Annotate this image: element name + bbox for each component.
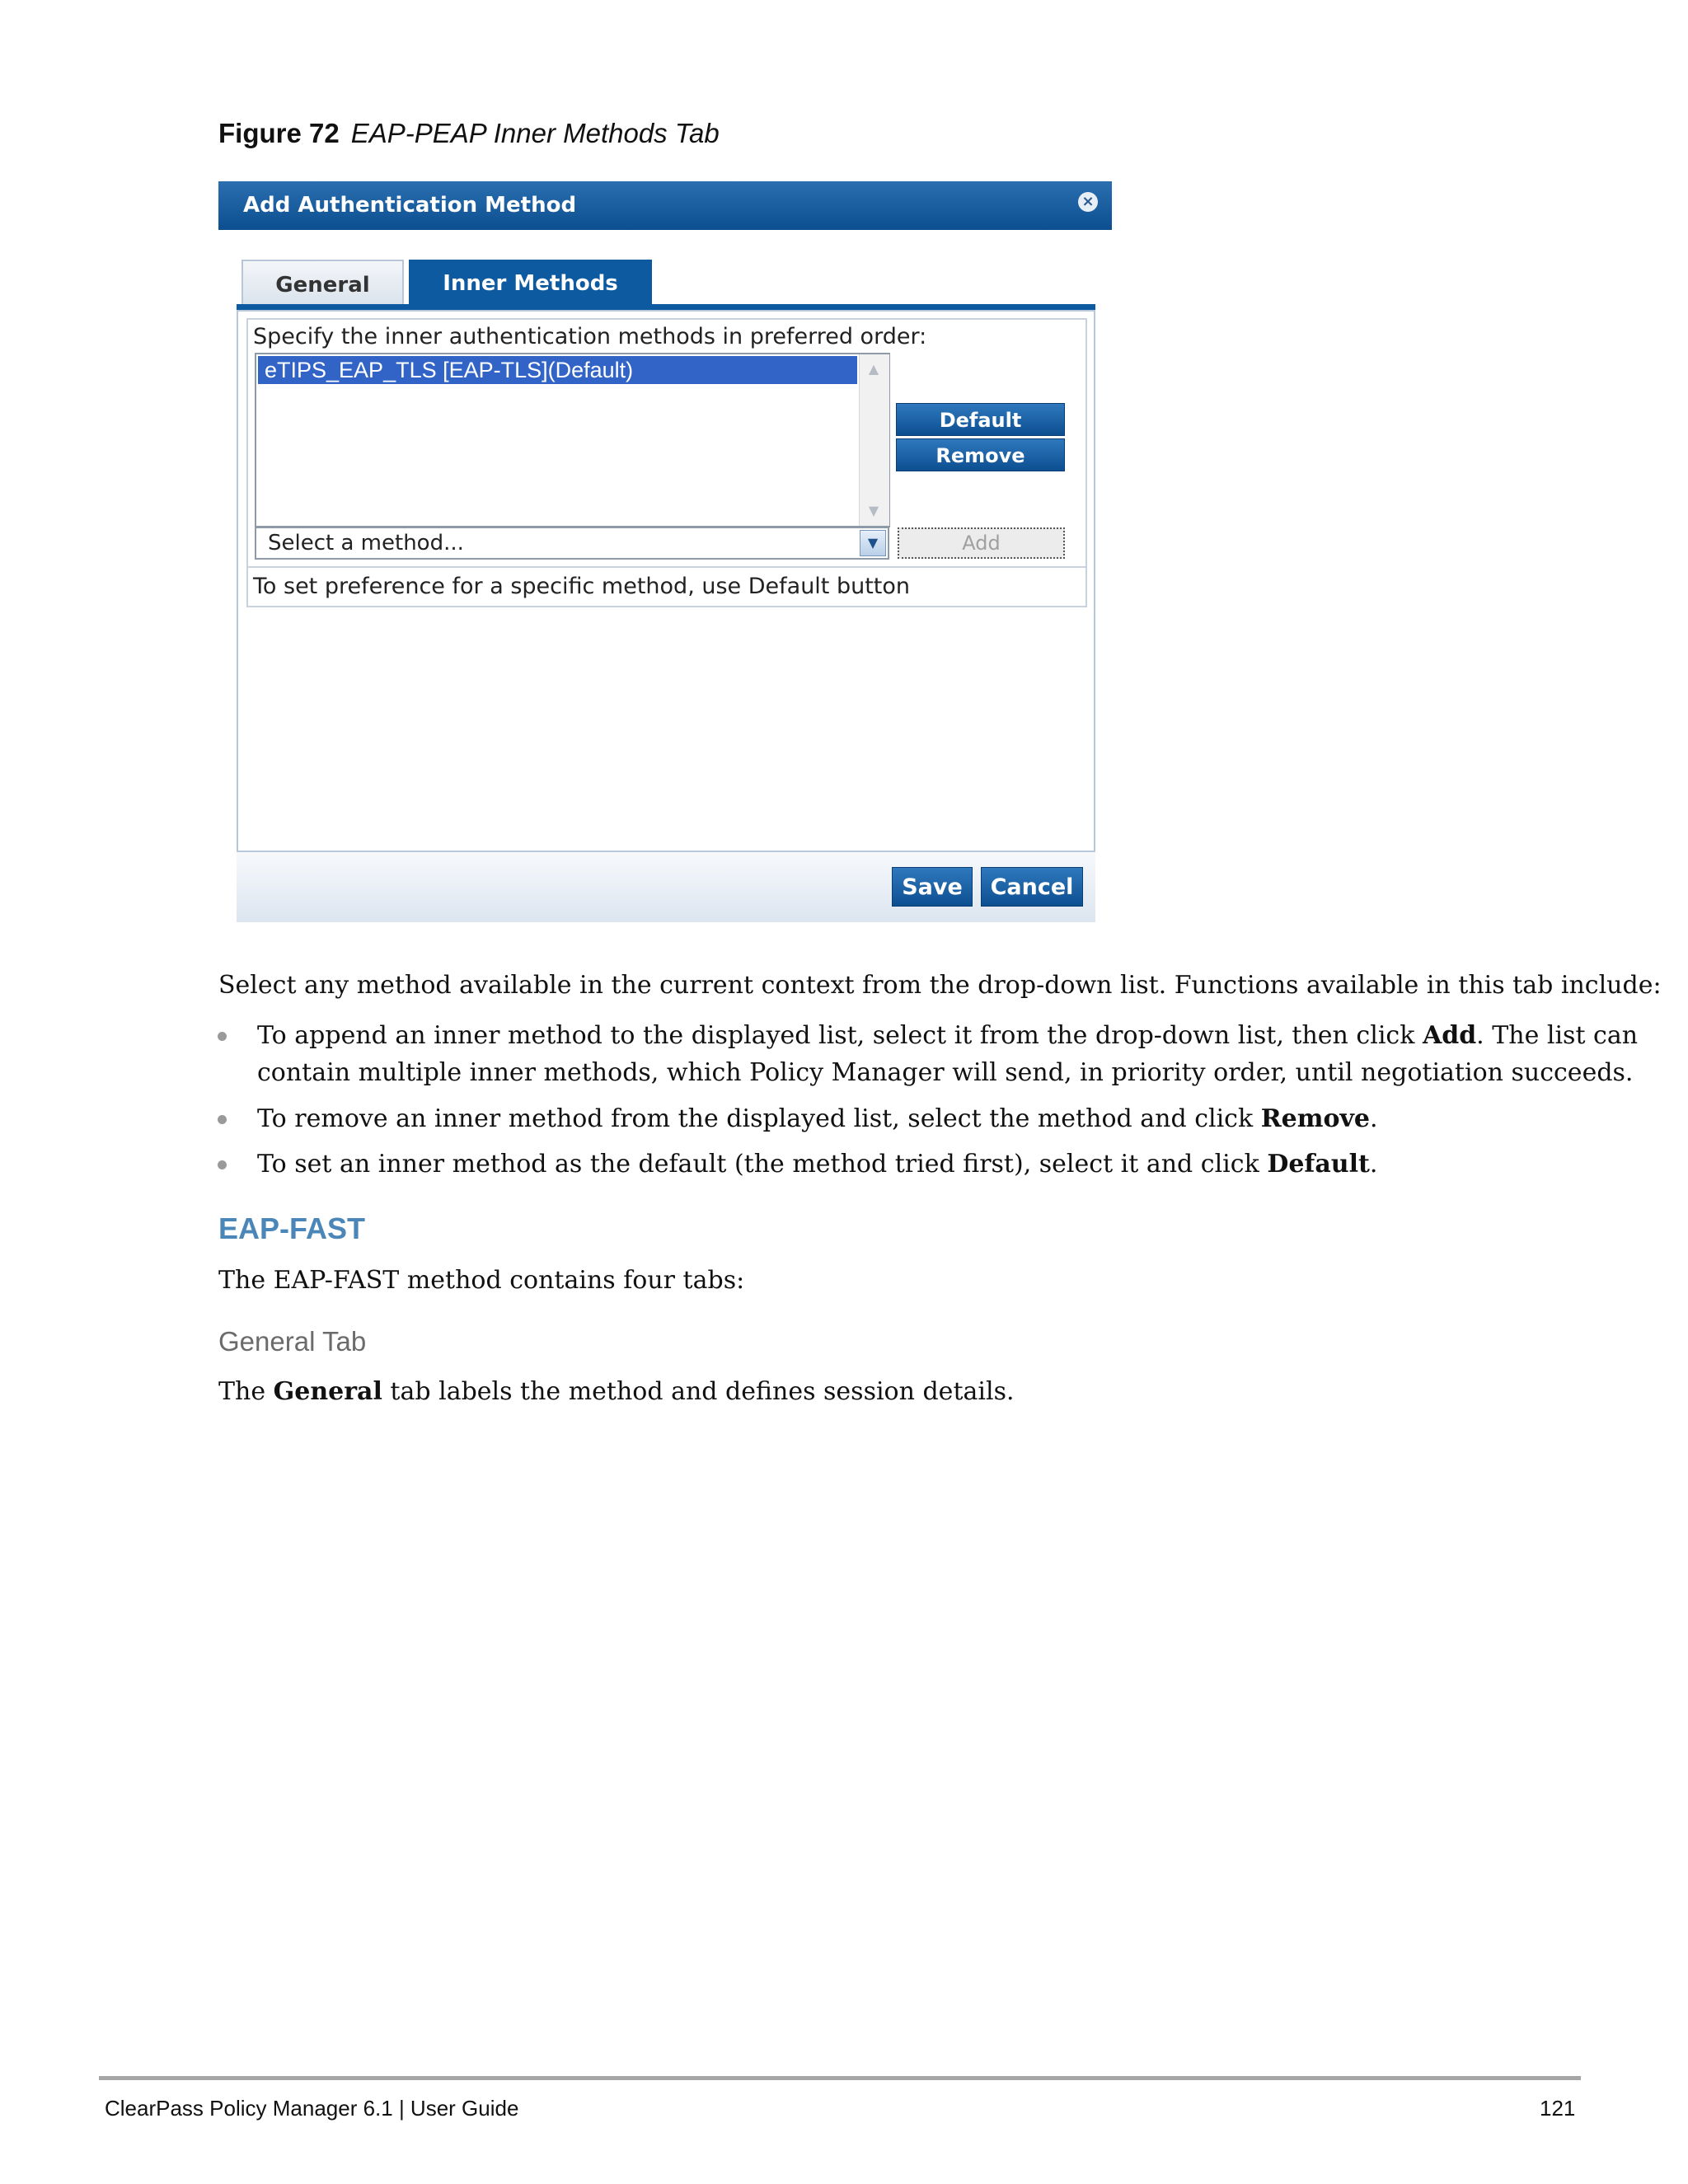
bullet-default	[257, 1150, 1377, 1179]
default-button[interactable]: Default	[896, 403, 1065, 436]
subsection-text-part: The	[218, 1377, 274, 1406]
figure-number: Figure 72	[218, 118, 340, 148]
section-heading: EAP-FAST	[218, 1212, 366, 1245]
chevron-down-icon[interactable]: ▼	[860, 530, 886, 556]
remove-button[interactable]: Remove	[896, 438, 1065, 471]
subsection-heading: General Tab	[218, 1326, 367, 1357]
scroll-down-icon[interactable]: ▼	[868, 503, 879, 518]
bullet-bold: Default	[1267, 1150, 1370, 1179]
bullet-text: To set an inner method as the default (the method tried first), select it and click	[257, 1150, 1268, 1179]
bullet-text: . The list can	[1476, 1021, 1639, 1050]
figure-caption	[218, 118, 720, 149]
subsection-text-part: tab labels the method and defines session details.	[382, 1377, 1015, 1406]
bullet-add-line1	[257, 1021, 1638, 1050]
add-button[interactable]: Add	[898, 527, 1065, 559]
bullet-icon	[218, 1032, 227, 1041]
tab-inner-methods[interactable]: Inner Methods	[409, 260, 652, 306]
hint-text: To set preference for a specific method, use Default button	[253, 574, 911, 599]
bullet-add-line2: contain multiple inner methods, which Policy Manager will send, in priority order, until negotiation succeeds.	[257, 1058, 1634, 1087]
intro-paragraph: Select any method available in the current context from the drop-down list. Functions available in this tab include:	[218, 971, 1662, 1000]
tab-general[interactable]: General	[241, 260, 404, 306]
close-icon[interactable]: ×	[1078, 192, 1098, 212]
instruction-text: Specify the inner authentication methods in preferred order:	[253, 324, 927, 349]
footer-rule	[99, 2076, 1581, 2080]
bullet-bold: Add	[1422, 1021, 1477, 1050]
method-select[interactable]: Select a method...	[255, 527, 889, 560]
tab-underline	[237, 304, 1095, 310]
subsection-text	[218, 1377, 1015, 1406]
save-button[interactable]: Save	[892, 867, 973, 907]
scroll-up-icon[interactable]: ▲	[868, 361, 879, 377]
footer-title: ClearPass Policy Manager 6.1 | User Guide	[105, 2096, 519, 2121]
subsection-text-bold: General	[273, 1377, 382, 1406]
dialog-title: Add Authentication Method	[218, 181, 1112, 230]
bullet-text: .	[1369, 1150, 1378, 1179]
bullet-icon	[218, 1160, 227, 1169]
bullet-icon	[218, 1115, 227, 1124]
bullet-bold: Remove	[1260, 1104, 1370, 1133]
section-text: The EAP-FAST method contains four tabs:	[218, 1266, 745, 1295]
bullet-text: To remove an inner method from the displayed list, select the method and click	[257, 1104, 1261, 1133]
bullet-text: .	[1370, 1104, 1378, 1133]
list-item[interactable]: eTIPS_EAP_TLS [EAP-TLS](Default)	[258, 356, 857, 384]
page-number: 121	[1540, 2096, 1576, 2121]
bullet-text: To append an inner method to the displayed list, select it from the drop-down list, then click	[257, 1021, 1423, 1050]
bullet-remove	[257, 1104, 1378, 1133]
cancel-button[interactable]: Cancel	[981, 867, 1083, 907]
figure-title: EAP-PEAP Inner Methods Tab	[350, 118, 720, 148]
